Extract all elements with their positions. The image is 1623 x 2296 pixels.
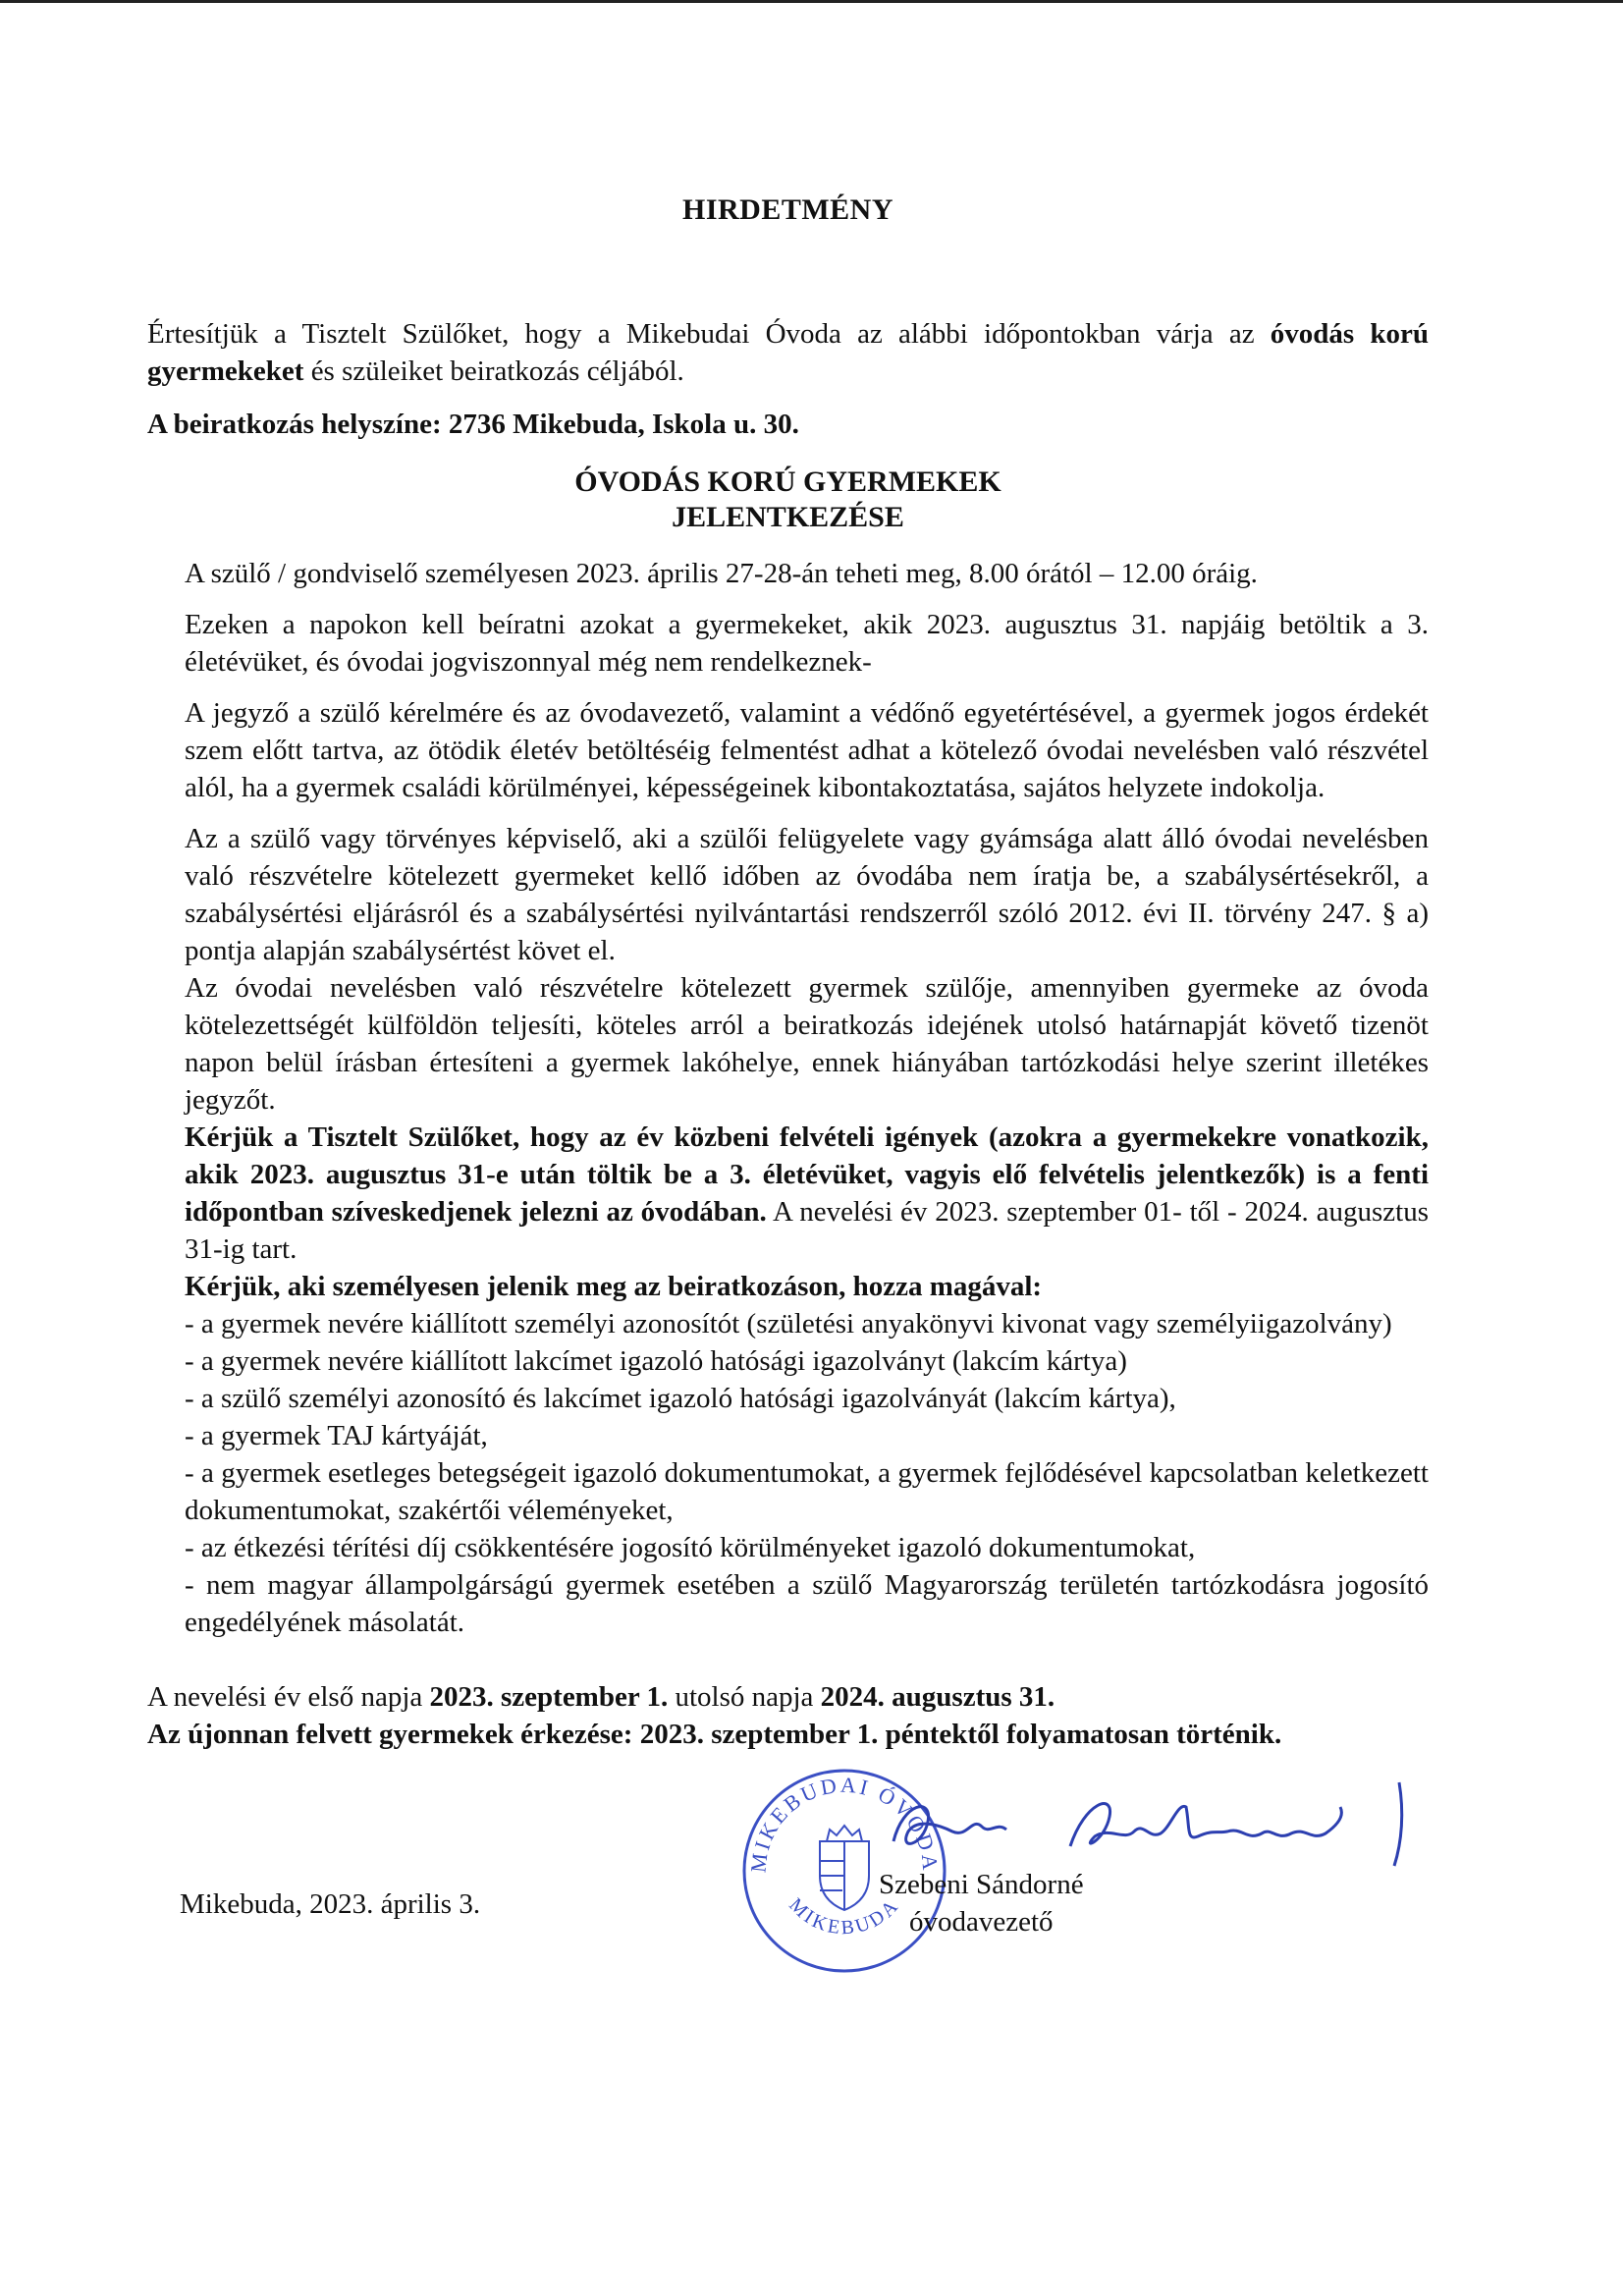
abroad-paragraph: Az óvodai nevelésben való részvételre kötelezett gyermek szülője, amennyiben gyermeke az óvoda kötelezettségét külföldön teljesíti, köteles arról a beiratkozás idejének utolsó határnapját követő tizenöt napon belül írásban értesíteni a gyermek lakóhelye, ennek hiányában tartózkodási helye szerint illetékes jegyzőt. [185, 972, 1429, 1116]
document-title: HIRDETMÉNY [681, 193, 893, 226]
eligibility-paragraph: Ezeken a napokon kell beíratni azokat a gyermekeket, akik 2023. augusztus 31. napjáig betöltik a 3. életévüket, és óvodai jogviszonnyal még nem rendelkeznek- [185, 609, 1429, 678]
intro-paragraph [147, 315, 1429, 390]
required-documents-list [185, 1305, 1429, 1641]
list-item: - az étkezési térítési díj csökkentésére jogosító körülményeket igazoló dokumentumokat, [185, 1532, 1196, 1563]
request-bold-text: Kérjük a Tisztelt Szülőket, hogy az év közbeni felvételi igények (azokra a gyermekekre vonatkozik, akik 2023. augusztus 31-e után töltik be a 3. életévüket, vagyis elő felvételis jelentkezők) is a fenti időpontban szíveskedjenek jelezni az óvodában. [185, 1121, 1429, 1228]
intro-text-1: Értesítjük a Tisztelt Szülőket, hogy a Mikebudai Óvoda az alábbi időpontokban várja az [147, 318, 1271, 350]
list-item: - a gyermek nevére kiállított lakcímet igazoló hatósági igazolványt (lakcím kártya) [185, 1345, 1127, 1377]
signer-name: Szebeni Sándorné [879, 1869, 1084, 1900]
signer-role: óvodavezető [909, 1906, 1054, 1938]
exemption-paragraph: A jegyző a szülő kérelmére és az óvodavezető, valamint a védőnő egyetértésével, a gyermek jogos érdekét szem előtt tartva, az ötödik életév betöltéséig felmentést adhat a kötelező óvodai nevelésben való részvétel alól, ha a gyermek családi körülményei, képességeinek kibontakoztatása, sajátos helyzete indokolja. [185, 697, 1429, 803]
bring-heading-text: Kérjük, aki személyesen jelenik meg az beiratkozáson, hozza magával: [185, 1271, 1043, 1302]
request-normal-text: A nevelési év 2023. szeptember 01- től - 2024. augusztus 31-ig tart. [185, 1196, 1429, 1265]
list-item: - a szülő személyi azonosító és lakcímet igazoló hatósági igazolványát (lakcím kártya), [185, 1383, 1176, 1414]
enrollment-time-paragraph: A szülő / gondviselő személyesen 2023. április 27-28-án teheti meg, 8.00 órától – 12.00 óráig. [185, 558, 1258, 589]
stamp-top-text: MIKEBUDAI ÓVODA [745, 1772, 944, 1875]
section-heading [147, 465, 1429, 535]
coat-of-arms-icon [820, 1826, 869, 1910]
enrollment-location: A beiratkozás helyszíne: 2736 Mikebuda, Iskola u. 30. [147, 409, 799, 440]
school-year-line [147, 1678, 1429, 1716]
signer-block [879, 1866, 1084, 1941]
list-item: - a gyermek nevére kiállított személyi azonosítót (születési anyakönyvi kivonat vagy személyiigazolvány) [185, 1308, 1392, 1339]
arrival-line [147, 1716, 1429, 1753]
intro-bold-text: óvodás korú gyermekeket [147, 318, 1429, 387]
top-border-line [0, 0, 1623, 3]
list-item: - a gyermek TAJ kártyáját, [185, 1420, 488, 1451]
school-year-text-1: A nevelési év első napja [147, 1681, 430, 1713]
footer-block [147, 1678, 1429, 1753]
penalty-paragraph: Az a szülő vagy törvényes képviselő, aki a szülői felügyelete vagy gyámsága alatt álló óvodai nevelésben való részvételre kötelezett gyermeket kellő időben az óvodába nem íratja be, a szabálysértésekről, a szabálysértési eljárásról és a szabálysértési nyilvántartási rendszerről szóló 2012. évi II. törvény 247. § a) pontja alapján szabálysértést követ el. [185, 823, 1429, 966]
place-and-date: Mikebuda, 2023. április 3. [180, 1888, 481, 1920]
section-heading-line1: ÓVODÁS KORÚ GYERMEKEK [574, 465, 1001, 498]
list-item: - a gyermek esetleges betegségeit igazoló dokumentumokat, a gyermek fejlődésével kapcsolatban keletkezett dokumentumokat, szakértői véleményeket, [185, 1457, 1429, 1526]
bring-heading [185, 1268, 1429, 1305]
intro-text-2: és szüleiket beiratkozás céljából. [303, 355, 684, 387]
handwritten-signature [874, 1773, 1424, 1881]
main-text-block [185, 820, 1429, 1641]
request-paragraph [185, 1119, 1429, 1268]
school-year-text-2: utolsó napja [668, 1681, 821, 1713]
signature-area [147, 1753, 1429, 2008]
document-body [147, 191, 1429, 2008]
stamp-bottom-text: MIKEBUDA [784, 1893, 904, 1940]
school-year-start: 2023. szeptember 1. [429, 1681, 669, 1713]
arrival-text: Az újonnan felvett gyermekek érkezése: 2023. szeptember 1. péntektől folyamatosan történik. [147, 1719, 1282, 1750]
list-item: - nem magyar állampolgárságú gyermek esetében a szülő Magyarország területén tartózkodásra jogosító engedélyének másolatát. [185, 1569, 1429, 1638]
school-year-end: 2024. augusztus 31. [820, 1681, 1055, 1713]
section-heading-line2: JELENTKEZÉSE [672, 501, 904, 533]
